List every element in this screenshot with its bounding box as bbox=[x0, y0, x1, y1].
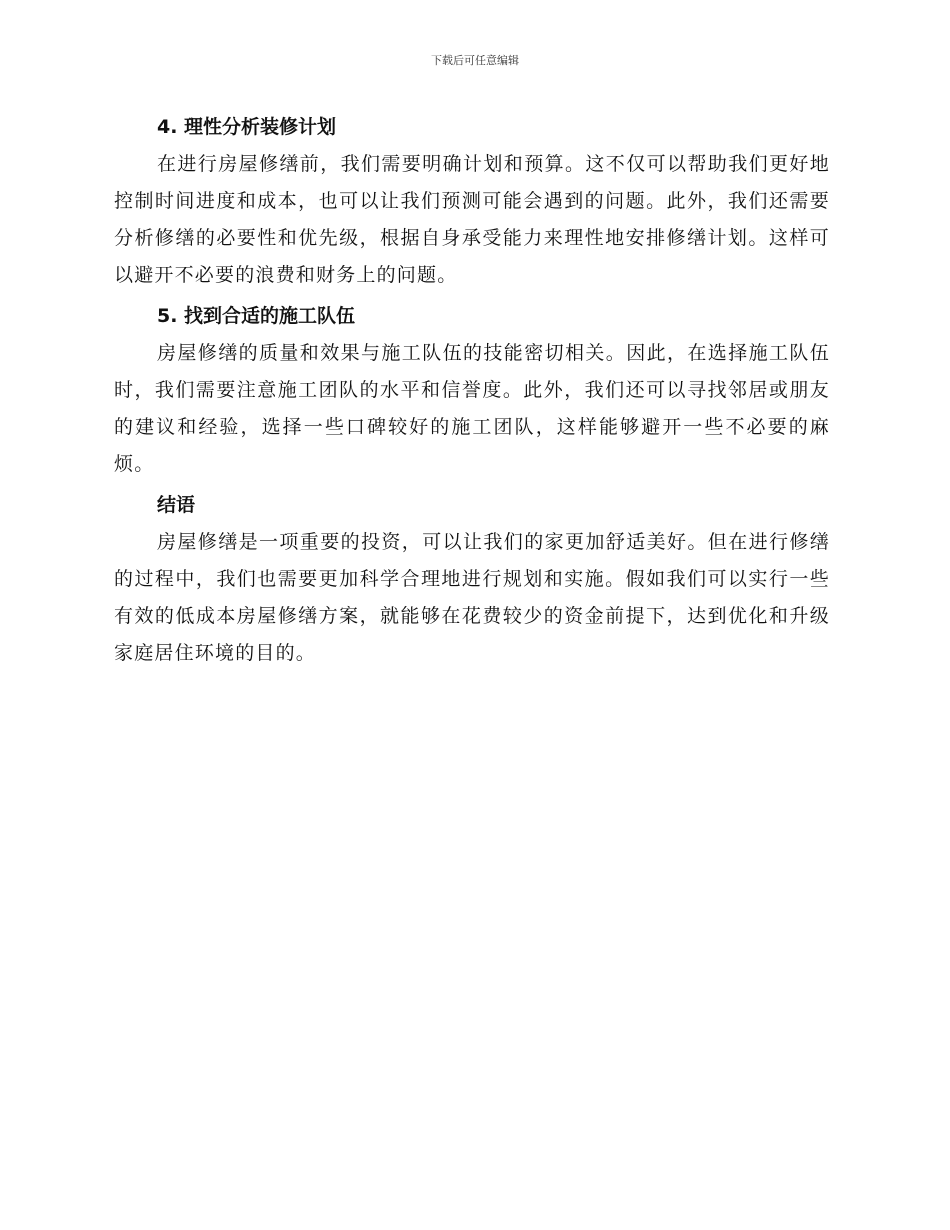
section-paragraph: 房屋修缮是一项重要的投资，可以让我们的家更加舒适美好。但在进行修缮的过程中，我们也需要更加科学合理地进行规划和实施。假如我们可以实行一些有效的低成本房屋修缮方案，就能够在花费较少的资金前提下，达到优化和升级家庭居住环境的目的。 bbox=[114, 531, 830, 664]
section-paragraph: 在进行房屋修缮前，我们需要明确计划和预算。这不仅可以帮助我们更好地控制时间进度和成本，也可以让我们预测可能会遇到的问题。此外，我们还需要分析修缮的必要性和优先级，根据自身承受能力来理性地安排修缮计划。这样可以避开不必要的浪费和财务上的问题。 bbox=[114, 153, 830, 286]
section-heading: 结语 bbox=[157, 494, 196, 516]
page-header: 下载后可任意编辑 bbox=[431, 54, 519, 67]
section-renovation-plan bbox=[114, 108, 830, 294]
section-construction-team bbox=[114, 297, 830, 483]
section-paragraph: 房屋修缮的质量和效果与施工队伍的技能密切相关。因此，在选择施工队伍时，我们需要注意施工团队的水平和信誉度。此外，我们还可以寻找邻居或朋友的建议和经验，选择一些口碑较好的施工团队，这样能够避开一些不必要的麻烦。 bbox=[114, 342, 830, 475]
document-body bbox=[114, 108, 830, 672]
section-heading: 4. 理性分析装修计划 bbox=[157, 116, 337, 138]
section-heading: 5. 找到合适的施工队伍 bbox=[157, 305, 356, 327]
section-conclusion bbox=[114, 486, 830, 672]
